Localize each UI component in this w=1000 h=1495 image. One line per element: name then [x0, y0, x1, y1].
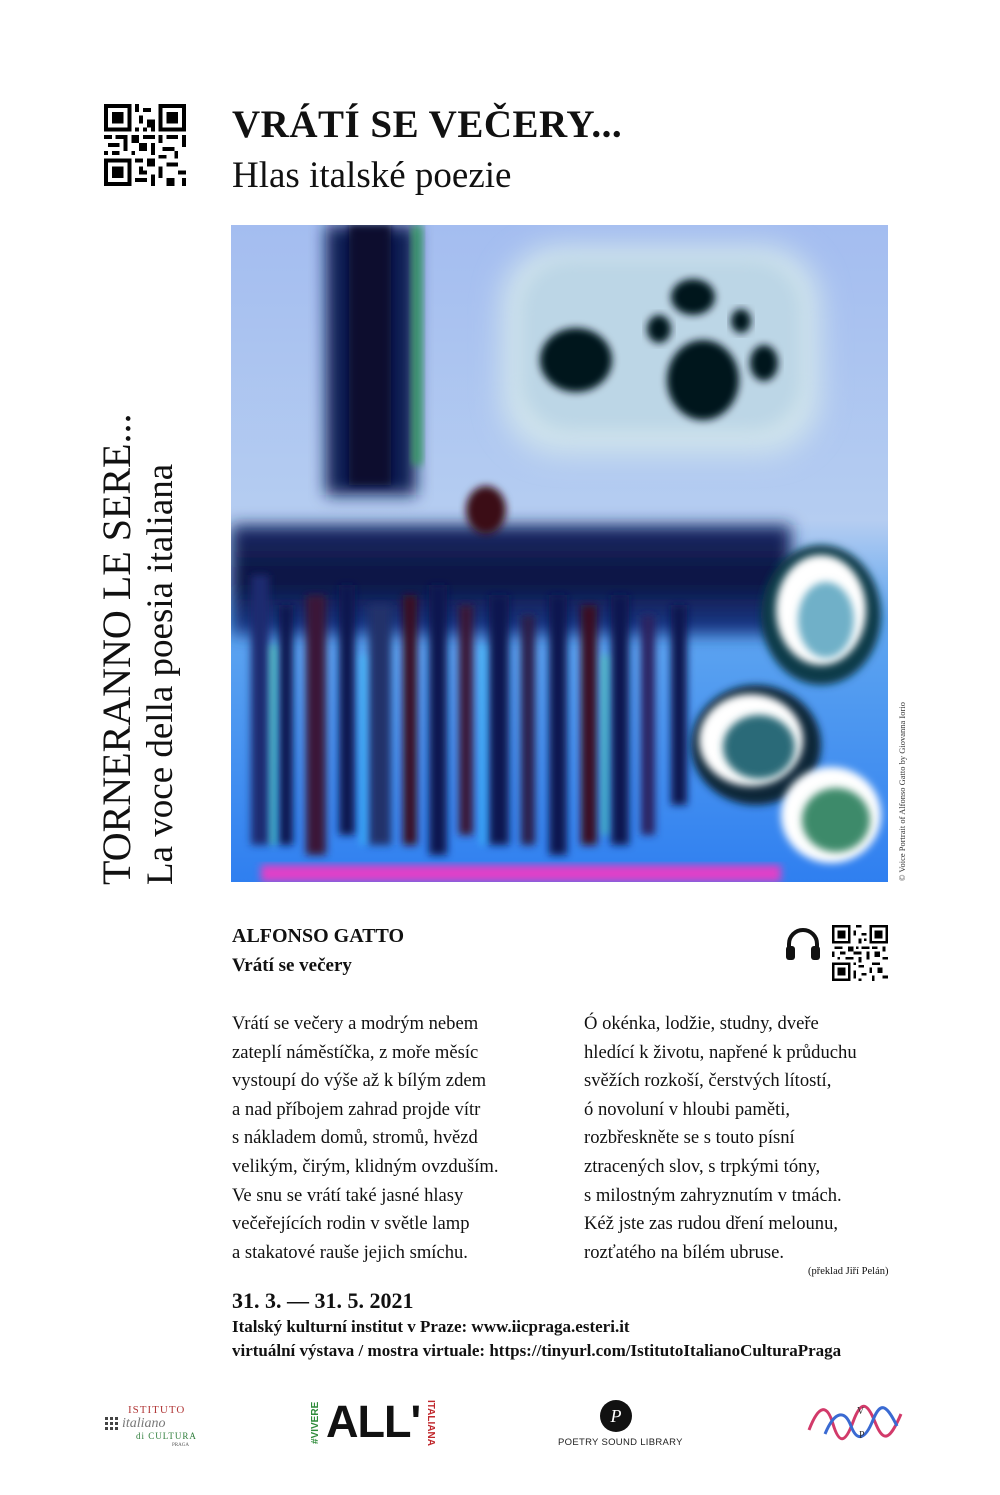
- logo-text: italiano: [122, 1416, 166, 1431]
- logo-text: P: [859, 1430, 865, 1441]
- poetry-sound-library-logo: [553, 1400, 683, 1454]
- poem-author: ALFONSO GATTO: [232, 925, 405, 947]
- virtual-exhibition-link[interactable]: virtuální výstava / mostra virtuale: https://tinyurl.com/IstitutoItalianoCulturaPraga: [232, 1341, 842, 1360]
- event-dates: 31. 3. — 31. 5. 2021: [232, 1288, 414, 1313]
- vertical-title: TORNERANNO LE SERE...: [94, 413, 139, 885]
- logo-text: #VIVERE: [310, 1401, 321, 1445]
- vp-wave-logo: [805, 1400, 905, 1445]
- poem-line: vystoupí do výše až k bílým zdem: [232, 1070, 487, 1092]
- translator-credit: (překlad Jiří Pelán): [808, 1266, 889, 1277]
- logo-text: ALL': [326, 1396, 421, 1447]
- qr-code-icon[interactable]: [104, 104, 186, 186]
- logo-text: V: [857, 1406, 865, 1417]
- poem-line: zateplí náměstíčka, z moře měsíc: [232, 1041, 479, 1063]
- grid-icon: [105, 1417, 119, 1431]
- logo-text: POETRY SOUND LIBRARY: [558, 1437, 683, 1448]
- poem-line: rozbřeskněte se s touto písní: [584, 1127, 795, 1149]
- poem-stanza-right: [584, 1010, 857, 1267]
- istituto-italiano-logo: [100, 1402, 210, 1452]
- logo-text: ITALIANA: [425, 1400, 436, 1446]
- poster-subtitle: Hlas italské poezie: [232, 155, 512, 196]
- poem-line: s nákladem domů, stromů, hvězd: [232, 1127, 478, 1149]
- poem-line: velikým, čirým, klidným ovzduším.: [232, 1155, 499, 1177]
- headphones-icon[interactable]: [783, 924, 823, 964]
- vertical-subtitle: La voce della poesia italiana: [140, 463, 181, 885]
- poster-title: VRÁTÍ SE VEČERY...: [232, 103, 623, 146]
- poem-title: Vrátí se večery: [232, 955, 352, 976]
- poem-line: svěžích rozkoší, čerstvých lítostí,: [584, 1070, 832, 1092]
- poem-line: Kéž jste zas rudou dření melounu,: [584, 1213, 839, 1235]
- poem-line: Ve snu se vrátí také jasné hlasy: [232, 1184, 464, 1206]
- poem-line: večeřejících rodin v světle lamp: [232, 1213, 470, 1235]
- logo-text: ISTITUTO: [128, 1404, 186, 1416]
- poem-line: ó novoluní v hloubi paměti,: [584, 1098, 791, 1120]
- poem-line: a nad příbojem zahrad projde vítr: [232, 1098, 481, 1120]
- artwork-credit: © Voice Portrait of Alfonso Gatto by Giovanna Iorio: [897, 702, 907, 881]
- voice-portrait-artwork: [231, 225, 888, 882]
- poem-line: rozťatého na bílém ubruse.: [584, 1241, 785, 1263]
- logo-mark: P: [600, 1400, 632, 1432]
- poem-line: a stakatové rauše jejich smíchu.: [232, 1241, 468, 1263]
- poem-stanza-left: [232, 1010, 499, 1267]
- vivere-all-italiana-logo: [310, 1398, 450, 1448]
- institute-link[interactable]: Italský kulturní institut v Praze: www.iicpraga.esteri.it: [232, 1317, 630, 1336]
- poem-line: hledící k životu, napřené k průduchu: [584, 1041, 857, 1063]
- qr-code-icon[interactable]: [832, 925, 888, 981]
- poem-line: Ó okénka, lodžie, studny, dveře: [584, 1013, 819, 1034]
- poem-line: Vrátí se večery a modrým nebem: [232, 1013, 479, 1034]
- vertical-title-block: [95, 225, 205, 885]
- poem-line: s milostným zahryznutím v tmách.: [584, 1184, 842, 1206]
- logo-text: PRAGA: [172, 1443, 189, 1448]
- poem-line: ztracených slov, s trpkými tóny,: [584, 1155, 821, 1177]
- logo-text: di CULTURA: [136, 1431, 197, 1441]
